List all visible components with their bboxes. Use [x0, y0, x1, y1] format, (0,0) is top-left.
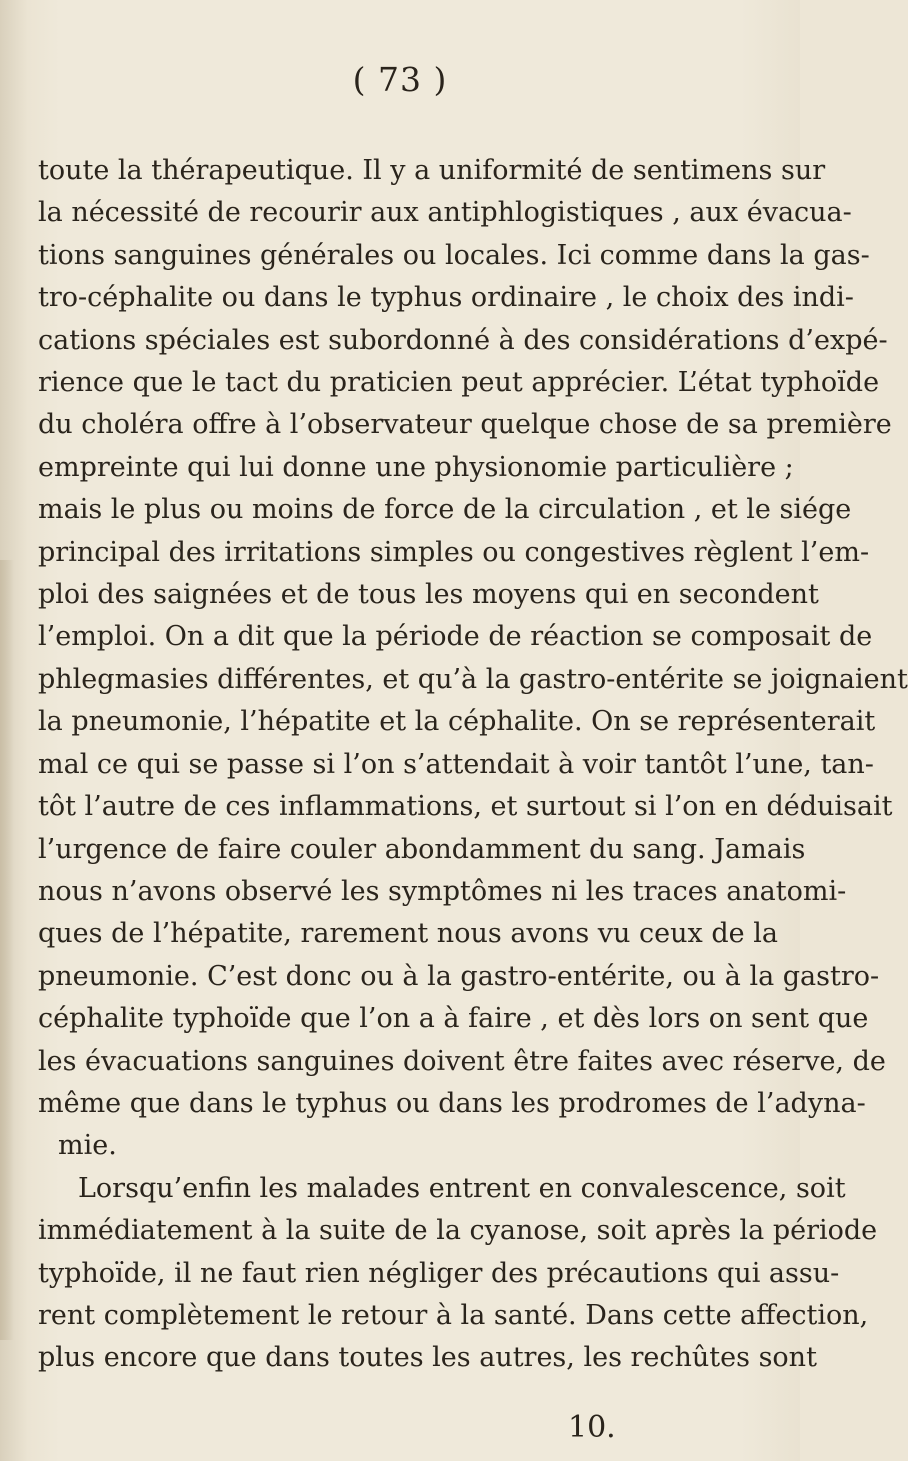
text-line: plus encore que dans toutes les autres, les rechûtes sont [38, 1342, 817, 1374]
text-line: mie. [58, 1130, 117, 1162]
text-line: les évacuations sanguines doivent être faites avec réserve, de [38, 1045, 886, 1077]
text-line: cations spéciales est subordonné à des considérations d’expé- [38, 324, 888, 356]
text-line: ques de l’hépatite, rarement nous avons vu ceux de la [38, 918, 778, 950]
text-line: du choléra offre à l’observateur quelque chose de sa première [38, 409, 892, 441]
text-line: mal ce qui se passe si l’on s’attendait à voir tantôt l’une, tan- [38, 748, 874, 780]
page-spine-shadow [0, 560, 14, 1340]
text-line: même que dans le typhus ou dans les prodromes de l’adyna- [38, 1087, 866, 1119]
text-line: toute la thérapeutique. Il y a uniformité de sentimens sur [38, 155, 826, 186]
text-line: tions sanguines générales ou locales. Ici comme dans la gas- [38, 239, 870, 271]
page-number: ( 73 ) [352, 60, 448, 99]
text-line: céphalite typhoïde que l’on a à faire , et dès lors on sent que [38, 1003, 869, 1035]
text-line: l’emploi. On a dit que la période de réaction se composait de [38, 621, 873, 653]
text-line: Lorsqu’enfin les malades entrent en convalescence, soit [78, 1172, 846, 1204]
text-line: la pneumonie, l’hépatite et la céphalite. On se représenterait [38, 706, 876, 738]
text-line: pneumonie. C’est donc ou à la gastro-entérite, ou à la gastro- [38, 960, 880, 992]
body-text [38, 150, 908, 1380]
text-line: mais le plus ou moins de force de la circulation , et le siége [38, 494, 852, 526]
text-line: la nécessité de recourir aux antiphlogistiques , aux évacua- [38, 197, 852, 229]
text-line: principal des irritations simples ou congestives règlent l’em- [38, 536, 870, 568]
text-line: l’urgence de faire couler abondamment du sang. Jamais [38, 833, 806, 865]
text-line: tro-céphalite ou dans le typhus ordinaire , le choix des indi- [38, 282, 854, 314]
text-line: tôt l’autre de ces inflammations, et surtout si l’on en déduisait [38, 791, 893, 823]
text-line: rience que le tact du praticien peut apprécier. L’état typhoïde [38, 367, 880, 399]
text-line: typhoïde, il ne faut rien négliger des précautions qui assu- [38, 1257, 840, 1289]
text-line: rent complètement le retour à la santé. Dans cette affection, [38, 1299, 869, 1331]
text-line: nous n’avons observé les symptômes ni les traces anatomi- [38, 875, 847, 907]
text-line: immédiatement à la suite de la cyanose, soit après la période [38, 1215, 878, 1247]
text-line: ploi des saignées et de tous les moyens qui en secondent [38, 579, 819, 611]
signature-mark: 10. [568, 1410, 616, 1445]
text-line: empreinte qui lui donne une physionomie particulière ; [38, 451, 794, 483]
text-line: phlegmasies différentes, et qu’à la gastro-entérite se joignaient [38, 663, 908, 695]
